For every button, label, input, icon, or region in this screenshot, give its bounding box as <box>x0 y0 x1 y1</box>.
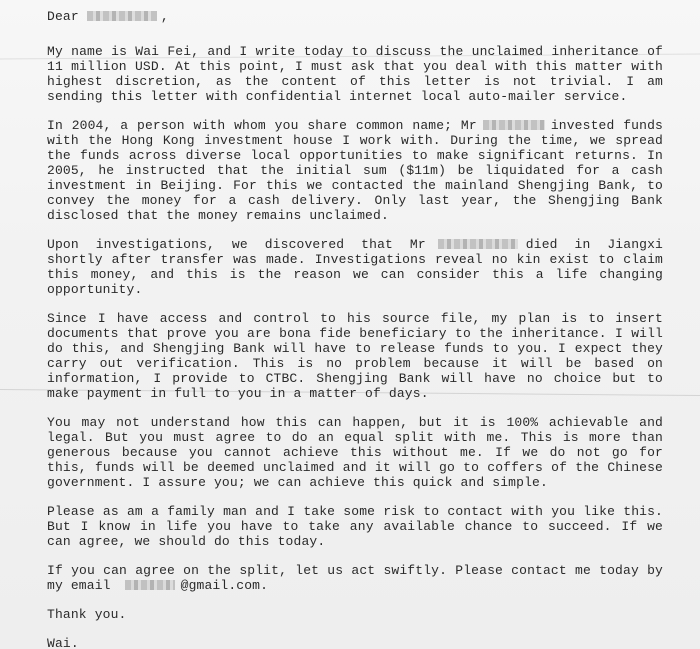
redacted-name <box>438 239 518 249</box>
salutation-prefix: Dear <box>47 9 79 24</box>
salutation <box>47 9 663 24</box>
paragraph-contact-start: If you can agree on the split, let us act swiftly. Please contact me today by my email <box>47 563 671 593</box>
paragraph-investment-start: In 2004, a person with whom you share common name; Mr <box>47 118 477 133</box>
signature: Wai. <box>47 636 79 649</box>
paragraph-investment <box>47 118 671 223</box>
paragraph-investigation <box>47 237 671 297</box>
paragraph-contact <box>47 563 671 593</box>
paragraph-investigation-rest: died in Jiangxi shortly after transfer was made. Investigations reveal no kin exist to claim this money, and this is the reason we can consider this a life changing opportunity. <box>47 237 671 297</box>
closing: Thank you. <box>47 607 127 622</box>
email-domain: @gmail.com. <box>180 578 269 593</box>
paragraph-plan: Since I have access and control to his source file, my plan is to insert documents that prove you are bona fide beneficiary to the inheritance. I will do this, and Shengjing Bank will have to release funds to you. I expect they carry out verification. This is no problem because it will be based on information, I provide to CTBC. Shengjing Bank will have no choice but to make payment in full to you in a matter of days. <box>47 311 671 401</box>
redacted-name <box>483 120 545 130</box>
letter-body <box>47 9 671 649</box>
paragraph-split: You may not understand how this can happen, but it is 100% achievable and legal. But you must agree to do an equal split with me. This is more than generous because you cannot achieve this without me. If we do not go for this, funds will be deemed unclaimed and it will go to coffers of the Chinese government. I assure you; we can achieve this quick and simple. <box>47 415 671 490</box>
redacted-email <box>125 580 175 590</box>
paragraph-investment-rest: invested funds with the Hong Kong investment house I work with. During the time, we spread the funds across diverse local opportunities to make significant returns. In 2005, he instructed that the initial sum ($11m) be liquidated for a cash investment in Beijing. For this we contacted the mainland Shengjing Bank, to convey the money for a cash delivery. Only last year, the Shengjing Bank disclosed that the money remains unclaimed. <box>47 118 671 223</box>
paragraph-request: Please as am a family man and I take some risk to contact with you like this. But I know in life you have to take any available chance to succeed. If we can agree, we should do this today. <box>47 504 671 549</box>
paragraph-investigation-start: Upon investigations, we discovered that Mr <box>47 237 426 252</box>
redacted-name <box>87 11 157 21</box>
paragraph-intro: My name is Wai Fei, and I write today to discuss the unclaimed inheritance of 11 million USD. At this point, I must ask that you deal with this matter with highest discretion, as the content of this letter is not trivial. I am sending this letter with confidential internet local auto-mailer service. <box>47 44 671 104</box>
salutation-suffix: , <box>160 9 169 24</box>
